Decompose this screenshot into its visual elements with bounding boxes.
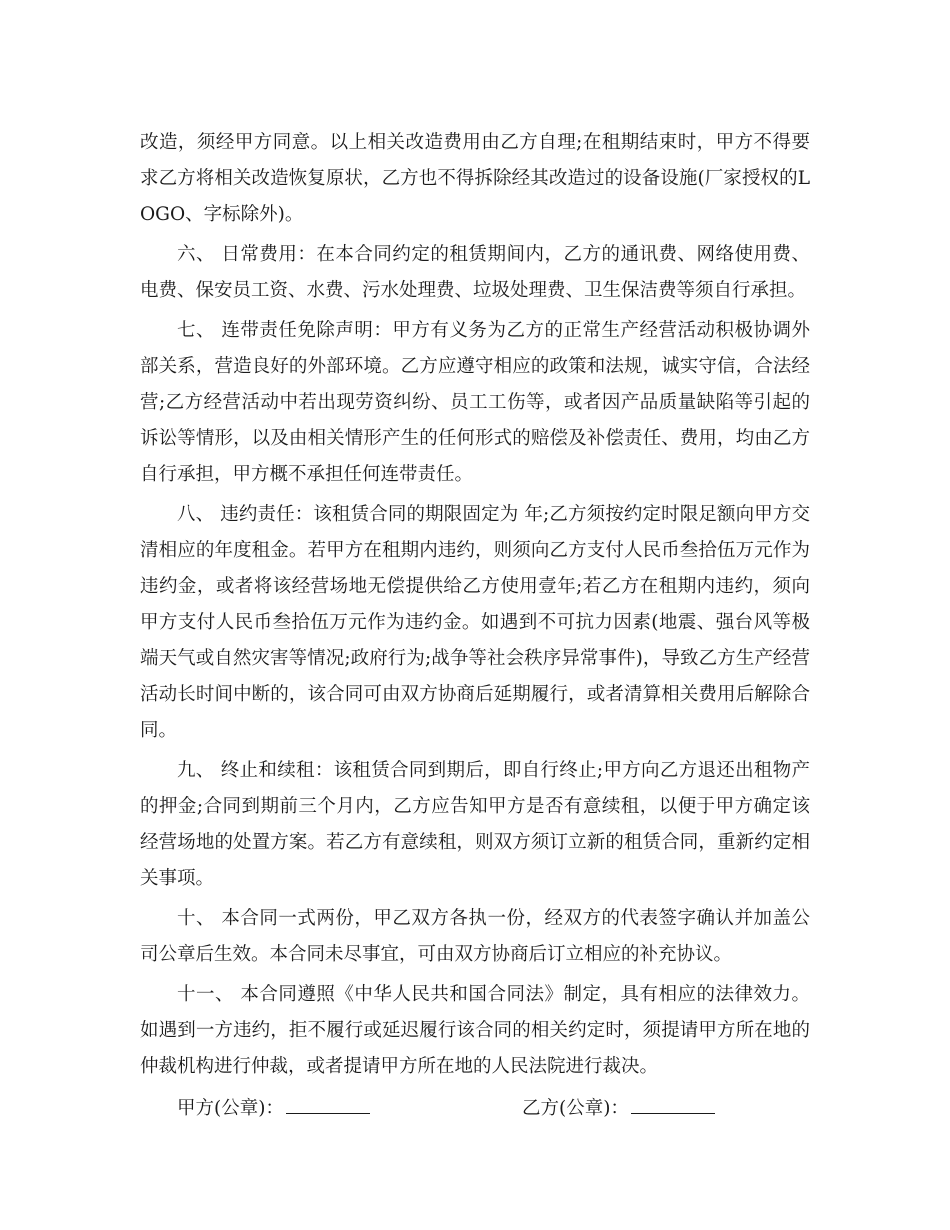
contract-page <box>140 125 810 1125</box>
clause-joint-liability-exemption: 七、 连带责任免除声明：甲方有义务为乙方的正常生产经营活动积极协调外部关系，营造良好的外部环境。乙方应遵守相应的政策和法规，诚实守信，合法经营;乙方经营活动中若出现劳资纠纷、员工工伤等，或者因产品质量缺陷等引起的诉讼等情形，以及由相关情形产生的任何形式的赔偿及补偿责任、费用，均由乙方自行承担，甲方概不承担任何连带责任。 <box>140 320 810 485</box>
clause-governing-law: 十一、 本合同遵照《中华人民共和国合同法》制定，具有相应的法律效力。如遇到一方违约，拒不履行或延迟履行该合同的相关约定时，须提请甲方所在地的仲裁机构进行仲裁，或者提请甲方所在地的人民法院进行裁决。 <box>140 984 810 1077</box>
party-a-label: 甲方(公章)： <box>177 1098 284 1119</box>
party-a-signature-blank <box>286 1089 370 1114</box>
clause-daily-expenses: 六、 日常费用：在本合同约定的租赁期间内，乙方的通讯费、网络使用费、电费、保安员工资、水费、污水处理费、垃圾处理费、卫生保洁费等须自行承担。 <box>140 244 810 301</box>
clause-breach-liability: 八、 违约责任：该租赁合同的期限固定为 年;乙方须按约定时限足额向甲方交清相应的年度租金。若甲方在租期内违约，则须向乙方支付人民币叁拾伍万元作为违约金，或者将该经营场地无偿提供给乙方使用壹年;若乙方在租期内违约，须向甲方支付人民币叁拾伍万元作为违约金。如遇到不可抗力因素(地震、强台风等极端天气或自然灾害等情况;政府行为;战争等社会秩序异常事件)，导致乙方生产经营活动长时间中断的，该合同可由双方协商后延期履行，或者清算相关费用后解除合同。 <box>140 504 810 741</box>
party-a-signature <box>177 1089 370 1127</box>
party-b-label: 乙方(公章)： <box>522 1098 629 1119</box>
party-b-signature-blank <box>631 1089 715 1114</box>
signature-row <box>140 1089 810 1125</box>
clause-copies-effectiveness: 十、 本合同一式两份，甲乙双方各执一份，经双方的代表签字确认并加盖公司公章后生效。本合同未尽事宜，可由双方协商后订立相应的补充协议。 <box>140 908 810 965</box>
clause-termination-renewal: 九、 终止和续租：该租赁合同到期后，即自行终止;甲方向乙方退还出租物产的押金;合同到期前三个月内，乙方应告知甲方是否有意续租，以便于甲方确定该经营场地的处置方案。若乙方有意续租，则双方须订立新的租赁合同，重新约定相关事项。 <box>140 760 810 889</box>
party-b-signature <box>522 1089 715 1127</box>
clause-renovation-continued: 改造，须经甲方同意。以上相关改造费用由乙方自理;在租期结束时，甲方不得要求乙方将相关改造恢复原状，乙方也不得拆除经其改造过的设备设施(厂家授权的LOGO、字标除外)。 <box>140 132 810 225</box>
